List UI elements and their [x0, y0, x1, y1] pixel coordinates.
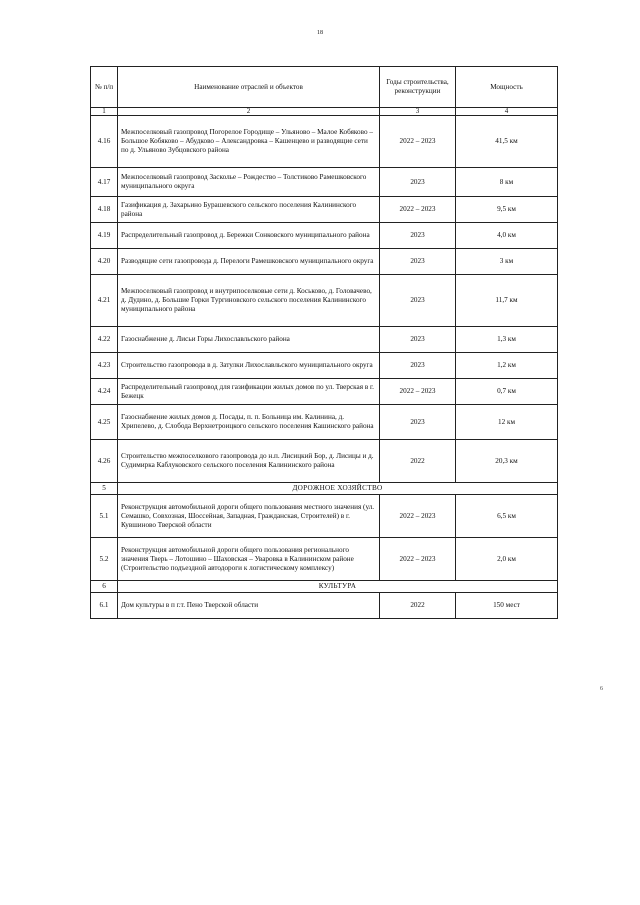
column-index: 1	[91, 108, 118, 116]
construction-years: 2022	[380, 593, 456, 619]
construction-years: 2023	[380, 405, 456, 440]
table-row	[91, 327, 558, 353]
capacity-value: 9,5 км	[456, 197, 558, 223]
table-body	[91, 116, 558, 619]
construction-years: 2023	[380, 168, 456, 197]
section-row	[91, 581, 558, 593]
object-name: Разводящие сети газопровода д. Перелоги Рамешковского муниципального округа	[118, 249, 380, 275]
row-number: 4.25	[91, 405, 118, 440]
corner-mark: 6	[600, 686, 603, 692]
capacity-value: 1,3 км	[456, 327, 558, 353]
table-row	[91, 223, 558, 249]
table-row	[91, 405, 558, 440]
capacity-value: 6,5 км	[456, 495, 558, 538]
section-number: 6	[91, 581, 118, 593]
capacity-value: 0,7 км	[456, 379, 558, 405]
object-name: Реконструкция автомобильной дороги общего пользования регионального значения Тверь – Лотошино – Шаховская – Уваровка в Калининском районе (Строительство подъездной автодороги к логистическому комплексу)	[118, 538, 380, 581]
section-number: 5	[91, 483, 118, 495]
object-name: Распределительный газопровод д. Бережки Сонковского муниципального района	[118, 223, 380, 249]
table-header-row	[91, 67, 558, 108]
object-name: Межпоселковый газопровод Погорелое Городище – Ульяново – Малое Кобяково – Большое Кобяково – Абудково – Александровка – Кашенцево и разводящие сети по д. Ульяново Зубцовского района	[118, 116, 380, 168]
capacity-value: 3 км	[456, 249, 558, 275]
row-number: 4.21	[91, 275, 118, 327]
section-title: ДОРОЖНОЕ ХОЗЯЙСТВО	[118, 483, 558, 495]
capacity-value: 150 мест	[456, 593, 558, 619]
capacity-value: 4,0 км	[456, 223, 558, 249]
table-row	[91, 495, 558, 538]
construction-years: 2022 – 2023	[380, 379, 456, 405]
object-name: Реконструкция автомобильной дороги общего пользования местного значения (ул. Семашко, Совхозная, Шоссейная, Западная, Гражданская, Строителей) в г. Кувшиново Тверской области	[118, 495, 380, 538]
object-name: Распределительный газопровод для газификации жилых домов по ул. Тверская в г. Бежецк	[118, 379, 380, 405]
construction-years: 2022 – 2023	[380, 495, 456, 538]
object-name: Газоснабжение жилых домов д. Посады, п. п. Больница им. Калинина, д. Хрипелево, д. Слобода Верхнетроицкого сельского поселения Кашинского района	[118, 405, 380, 440]
object-name: Межпоселковый газопровод и внутрипоселковые сети д. Коськово, д. Головачево, д. Дудино, д. Большие Горки Тургиновского сельского поселения Калининского муниципального района	[118, 275, 380, 327]
table-row	[91, 353, 558, 379]
header-years: Годы строительства, реконструкции	[380, 67, 456, 108]
section-row	[91, 483, 558, 495]
object-name: Дом культуры в п г.т. Пено Тверской области	[118, 593, 380, 619]
construction-years: 2023	[380, 249, 456, 275]
row-number: 4.24	[91, 379, 118, 405]
table-row	[91, 197, 558, 223]
construction-years: 2022	[380, 440, 456, 483]
table-row	[91, 116, 558, 168]
table-row	[91, 249, 558, 275]
capacity-value: 8 км	[456, 168, 558, 197]
table-row	[91, 168, 558, 197]
object-name: Газоснабжение д. Лисьи Горы Лихославльского района	[118, 327, 380, 353]
capacity-value: 2,0 км	[456, 538, 558, 581]
column-index-row	[91, 108, 558, 116]
table-row	[91, 593, 558, 619]
table-row	[91, 538, 558, 581]
row-number: 4.17	[91, 168, 118, 197]
row-number: 5.1	[91, 495, 118, 538]
object-name: Строительство межпоселкового газопровода до н.п. Лисицкий Бор, д. Лисицы и д. Судимирка Каблуковского сельского поселения Калининского района	[118, 440, 380, 483]
construction-years: 2022 – 2023	[380, 197, 456, 223]
column-index: 3	[380, 108, 456, 116]
row-number: 4.20	[91, 249, 118, 275]
capacity-value: 41,5 км	[456, 116, 558, 168]
row-number: 4.26	[91, 440, 118, 483]
objects-table	[90, 66, 558, 619]
object-name: Газификация д. Захарьино Бурашевского сельского поселения Калининского района	[118, 197, 380, 223]
capacity-value: 1,2 км	[456, 353, 558, 379]
construction-years: 2022 – 2023	[380, 116, 456, 168]
capacity-value: 12 км	[456, 405, 558, 440]
row-number: 6.1	[91, 593, 118, 619]
header-name: Наименование отраслей и объектов	[118, 67, 380, 108]
column-index: 2	[118, 108, 380, 116]
capacity-value: 20,3 км	[456, 440, 558, 483]
column-index: 4	[456, 108, 558, 116]
table-row	[91, 440, 558, 483]
page-number: 18	[317, 30, 323, 36]
construction-years: 2023	[380, 353, 456, 379]
header-capacity: Мощность	[456, 67, 558, 108]
row-number: 5.2	[91, 538, 118, 581]
row-number: 4.22	[91, 327, 118, 353]
row-number: 4.18	[91, 197, 118, 223]
object-name: Межпоселковый газопровод Засколье – Рождество – Толстиково Рамешковского муниципального округа	[118, 168, 380, 197]
section-title: КУЛЬТУРА	[118, 581, 558, 593]
object-name: Строительство газопровода в д. Затулки Лихославльского муниципального округа	[118, 353, 380, 379]
row-number: 4.23	[91, 353, 118, 379]
table-row	[91, 275, 558, 327]
capacity-value: 11,7 км	[456, 275, 558, 327]
header-num: № п/п	[91, 67, 118, 108]
construction-years: 2022 – 2023	[380, 538, 456, 581]
row-number: 4.16	[91, 116, 118, 168]
row-number: 4.19	[91, 223, 118, 249]
construction-years: 2023	[380, 223, 456, 249]
construction-years: 2023	[380, 327, 456, 353]
table-row	[91, 379, 558, 405]
construction-years: 2023	[380, 275, 456, 327]
